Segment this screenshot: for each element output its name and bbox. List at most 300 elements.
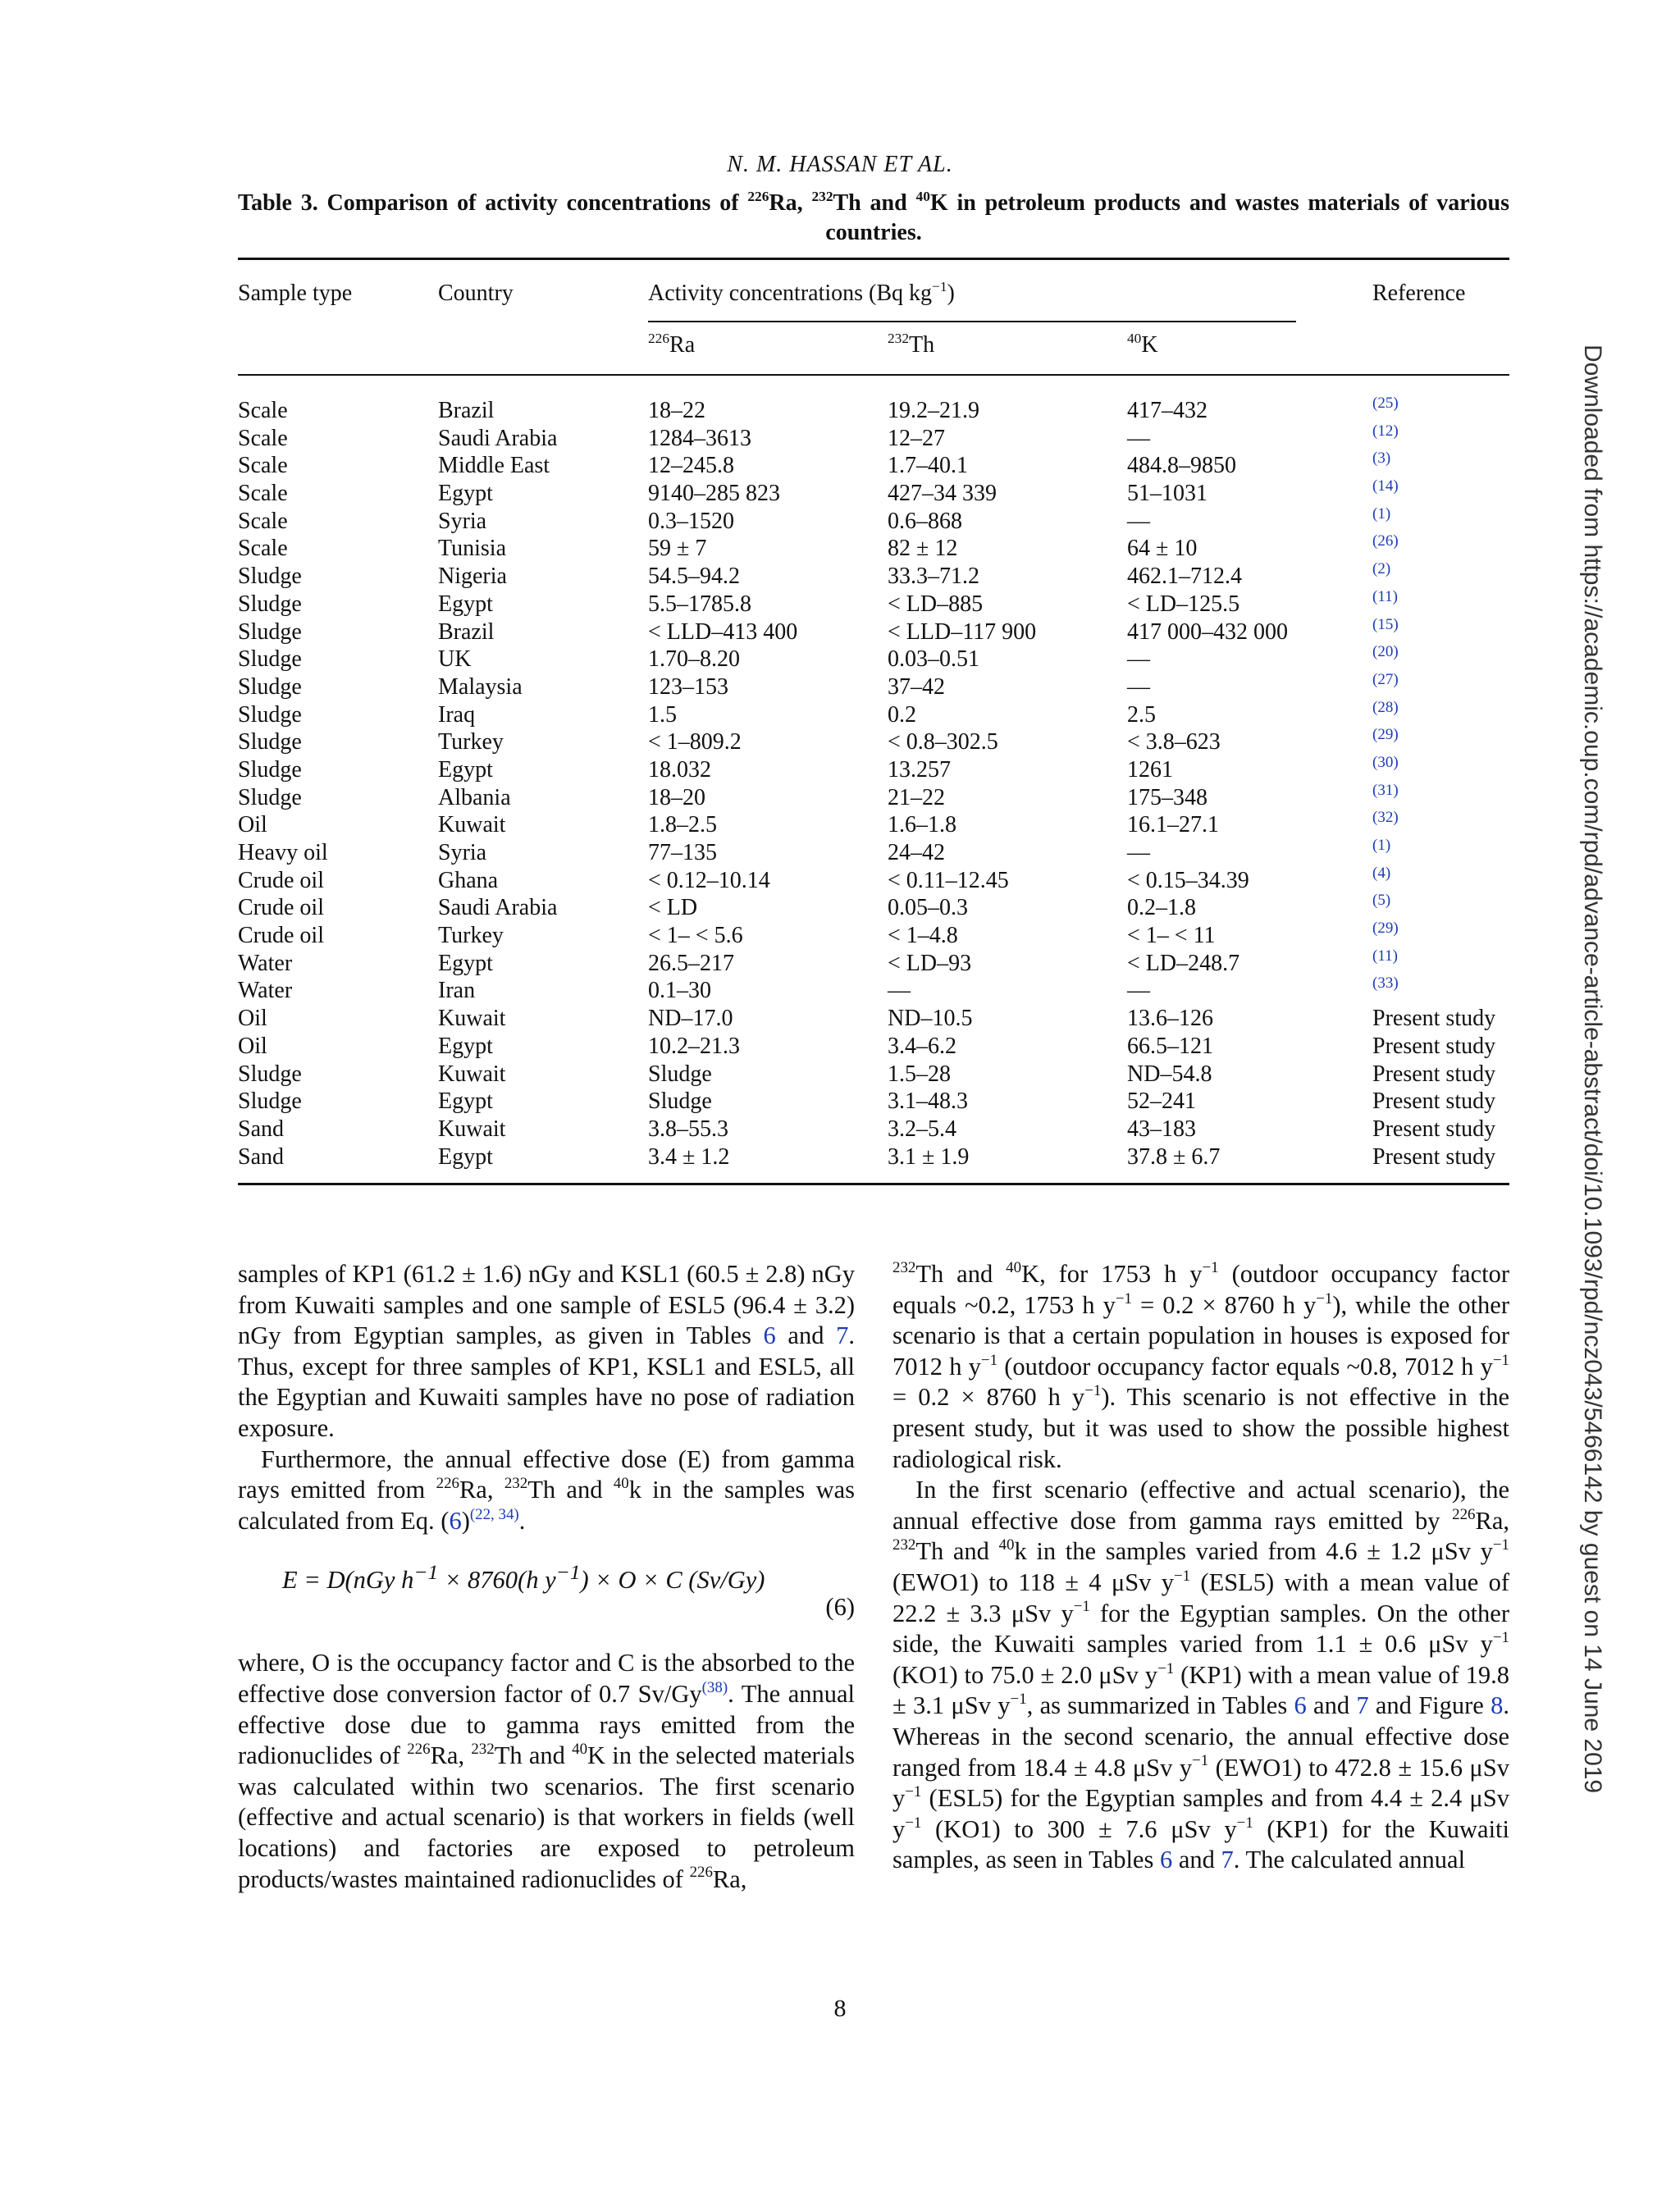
superscript: −1	[1236, 1814, 1253, 1832]
cell-sample-type: Sludge	[238, 784, 302, 810]
cell-sample-type: Sludge	[238, 729, 302, 755]
cell-sample-type: Sludge	[238, 701, 302, 728]
table-row	[238, 864, 1509, 895]
superscript: 40	[998, 1536, 1015, 1554]
cell-th232: 13.257	[888, 756, 951, 783]
table-body	[238, 397, 1509, 1171]
table-row	[238, 1116, 1509, 1143]
cell-sample-type: Sand	[238, 1116, 284, 1142]
cell-sample-type: Oil	[238, 812, 267, 838]
cell-ra226: 1.8–2.5	[648, 812, 717, 838]
cell-sample-type: Sludge	[238, 1088, 302, 1115]
cell-country: Brazil	[438, 398, 495, 423]
cell-k40: 16.1–27.1	[1127, 812, 1219, 838]
cell-th232: < LD–93	[888, 950, 972, 976]
cell-sample-type: Heavy oil	[238, 840, 328, 865]
cell-sample-type: Sludge	[238, 756, 302, 783]
activity-group-rule	[648, 321, 1296, 322]
cell-sample-type: Scale	[238, 398, 288, 423]
cell-k40: 52–241	[1127, 1088, 1196, 1115]
cell-sample-type: Sludge	[238, 646, 302, 673]
cell-ra226: 3.4 ± 1.2	[648, 1143, 730, 1170]
cell-ra226: 1.70–8.20	[648, 646, 740, 673]
cell-sample-type: Crude oil	[238, 867, 324, 893]
cell-country: Kuwait	[438, 1006, 506, 1032]
text-run: where, O is the occupancy factor and C is the absorbed to the effective dose conversion factor of 0.7 Sv/Gy	[238, 1649, 855, 1708]
superscript: −1	[555, 1561, 581, 1585]
text-run: Ra,	[459, 1476, 504, 1504]
cell-country: Saudi Arabia	[438, 425, 558, 451]
superscript: −1	[905, 1783, 922, 1800]
cell-ra226: 12–245.8	[648, 453, 734, 479]
reference-link[interactable]: (1)	[1372, 504, 1391, 523]
cell-reference: Present study	[1372, 1116, 1496, 1142]
cell-th232: —	[888, 978, 911, 1004]
citation-link[interactable]: (38)	[701, 1678, 728, 1696]
text-run: × 8760(h y	[438, 1566, 556, 1595]
text-run: . The calculated annual	[1233, 1846, 1466, 1874]
text-run: (ESL5) for the Egyptian samples and from 4.4 ± 2.4 μSv y	[892, 1784, 1509, 1843]
cell-sample-type: Scale	[238, 481, 288, 507]
cell-k40: 37.8 ± 6.7	[1127, 1143, 1221, 1170]
cell-k40: < LD–248.7	[1127, 950, 1240, 976]
superscript: 226	[1452, 1505, 1476, 1523]
header-country: Country	[438, 281, 514, 306]
cell-k40: 64 ± 10	[1127, 536, 1198, 562]
text-run: ) × O × C (Sv/Gy)	[580, 1566, 765, 1595]
cross-reference-link[interactable]: 6	[1159, 1846, 1173, 1874]
cell-country: Saudi Arabia	[438, 895, 558, 921]
superscript: 40	[1006, 1258, 1022, 1276]
cell-th232: 3.4–6.2	[888, 1033, 956, 1059]
cell-k40: 51–1031	[1127, 481, 1208, 507]
table-row	[238, 643, 1509, 673]
page-number: 8	[833, 1995, 847, 2022]
cell-k40: < 1– < 11	[1127, 923, 1216, 949]
cell-country: Egypt	[438, 950, 493, 976]
superscript: −1	[1202, 1258, 1219, 1276]
text-run: (EWO1) to 118 ± 4 μSv y	[892, 1568, 1174, 1596]
reference-link[interactable]: (29)	[1372, 726, 1399, 744]
equation-number: (6)	[825, 1593, 855, 1622]
superscript: 232	[471, 1741, 495, 1759]
reference-link[interactable]: (5)	[1372, 892, 1391, 910]
text-run: Ra,	[430, 1741, 472, 1770]
header-activity: Activity concentrations (Bq $kg^{-1}$)	[648, 278, 955, 306]
cell-k40: 484.8–9850	[1127, 453, 1236, 479]
text-run: . The annual effective dose due to gamma rays emitted from the radionuclides of	[238, 1679, 855, 1770]
cell-th232: 21–22	[888, 784, 945, 810]
reference-link[interactable]: (25)	[1372, 395, 1399, 412]
cell-th232: ND–10.5	[888, 1006, 973, 1032]
reference-link[interactable]: (1)	[1372, 837, 1391, 854]
cell-ra226: 18–20	[648, 784, 705, 810]
cross-reference-link[interactable]: 6	[1294, 1691, 1307, 1720]
superscript: −1	[413, 1561, 439, 1585]
cell-th232: 427–34 339	[888, 481, 997, 507]
superscript: −1	[1492, 1351, 1509, 1369]
superscript: −1	[1157, 1659, 1175, 1677]
cell-reference: Present study	[1372, 1088, 1496, 1115]
text-run: and	[1172, 1846, 1221, 1874]
cross-reference-link[interactable]: 7	[1356, 1691, 1369, 1720]
cell-reference: Present study	[1372, 1061, 1496, 1087]
cell-k40: 66.5–121	[1127, 1033, 1213, 1059]
table-row	[238, 1061, 1509, 1088]
text-run: (ESL5) with a mean value of 22.2 ± 3.3 μSv y	[892, 1568, 1509, 1627]
text-run: Th and	[915, 1260, 1007, 1288]
text-run: (outdoor occupancy factor equals ~0.8, 7012 h y	[998, 1352, 1493, 1381]
cell-reference: Present study	[1372, 1006, 1496, 1032]
cell-k40: —	[1127, 673, 1150, 700]
superscript: −1	[905, 1814, 922, 1832]
superscript: 226	[436, 1475, 459, 1493]
table-row	[238, 452, 1509, 480]
cell-th232: 37–42	[888, 673, 945, 700]
table-row	[238, 615, 1509, 646]
cell-country: Turkey	[438, 923, 504, 949]
table-row	[238, 839, 1509, 867]
right-column	[892, 1259, 1509, 1876]
cell-country: Syria	[438, 508, 487, 534]
cell-country: UK	[438, 646, 472, 673]
superscript: −1	[1173, 1567, 1191, 1585]
text-run: (EWO1) to 472.8 ± 15.6 μSv y	[892, 1753, 1509, 1813]
cell-ra226: 26.5–217	[648, 950, 734, 976]
right-paragraph-1	[892, 1259, 1509, 1475]
superscript: 232	[892, 1258, 916, 1276]
cell-th232: < 0.11–12.45	[888, 867, 1009, 893]
superscript: −1	[980, 1351, 998, 1369]
cell-th232: 0.03–0.51	[888, 646, 979, 673]
cell-country: Egypt	[438, 591, 493, 617]
left-paragraph-1	[238, 1259, 855, 1444]
cell-k40: —	[1127, 840, 1150, 865]
cell-k40: < 0.15–34.39	[1127, 867, 1249, 893]
table-row	[238, 477, 1509, 508]
table-row	[238, 781, 1509, 812]
cross-reference-link[interactable]: 7	[1221, 1846, 1234, 1874]
text-run: Furthermore, the annual effective dose (E) from gamma rays emitted from	[238, 1444, 855, 1504]
reference-link[interactable]: (33)	[1372, 974, 1399, 993]
table-row	[238, 1033, 1509, 1061]
reference-link[interactable]: (11)	[1372, 947, 1398, 965]
cell-th232: 19.2–21.9	[888, 398, 979, 423]
text-run: Ra,	[1475, 1506, 1509, 1535]
cell-k40: 417 000–432 000	[1127, 618, 1288, 645]
text-run: (KP1) with a mean value of 19.8 ± 3.1 μSv y	[892, 1660, 1509, 1720]
table-row	[238, 698, 1509, 729]
superscript: 40	[572, 1741, 588, 1759]
cross-reference-link[interactable]: 6	[763, 1321, 776, 1350]
superscript: −1	[1316, 1289, 1333, 1307]
superscript: 226	[689, 1864, 713, 1882]
text-run: . Whereas in the second scenario, the annual effective dose ranged from 18.4 ± 4.8 μSv y	[892, 1691, 1509, 1782]
table-row	[238, 670, 1509, 701]
cell-k40: 1261	[1127, 756, 1173, 783]
superscript: −1	[1492, 1629, 1509, 1647]
cell-sample-type: Water	[238, 978, 293, 1004]
cell-country: Iraq	[438, 701, 476, 728]
header-ra226: $^{226}$Ra	[648, 330, 696, 358]
superscript: 232	[504, 1475, 528, 1493]
text-run: (outdoor occupancy factor equals ~0.2, 1753 h y	[892, 1260, 1509, 1319]
cell-k40: —	[1127, 425, 1150, 451]
text-run: K, for 1753 h y	[1021, 1260, 1203, 1288]
text-run: K in the selected materials was calculated within two scenarios. The first scenario (effective and actual scenario) is that workers in fields (well locations) and factories are exposed to petroleum products/wastes maintained radionuclides of	[238, 1741, 856, 1893]
cell-k40: —	[1127, 978, 1150, 1004]
cell-ra226: 1284–3613	[648, 425, 751, 451]
cell-th232: 0.05–0.3	[888, 895, 968, 921]
cell-country: Egypt	[438, 756, 493, 783]
text-run: )	[461, 1506, 470, 1535]
cell-country: Syria	[438, 840, 487, 865]
reference-link[interactable]: (3)	[1372, 450, 1391, 468]
cell-country: Tunisia	[438, 536, 507, 562]
cell-sample-type: Sand	[238, 1143, 284, 1170]
text-run: = 0.2 × 8760 h y	[892, 1383, 1085, 1412]
download-stamp: Downloaded from https://academic.oup.com/rpd/advance-article-abstract/doi/10.1093/rpd/ncz043/5466142 by guest on 14 June 2019	[1579, 345, 1606, 1794]
reference-link[interactable]: (28)	[1372, 698, 1399, 716]
text-run: (KO1) to 75.0 ± 2.0 μSv y	[892, 1660, 1158, 1689]
header-th232: $^{232}$Th	[888, 330, 935, 358]
text-run: In the first scenario (effective and actual scenario), the annual effective dose from gamma rays emitted by	[892, 1476, 1509, 1535]
superscript: −1	[1115, 1289, 1132, 1307]
cell-country: Malaysia	[438, 673, 523, 700]
table-row	[238, 397, 1509, 425]
cell-k40: ND–54.8	[1127, 1061, 1212, 1087]
cell-ra226: Sludge	[648, 1061, 712, 1087]
table-row	[238, 587, 1509, 618]
cell-country: Kuwait	[438, 1061, 506, 1087]
table-row	[238, 1005, 1509, 1033]
cell-sample-type: Scale	[238, 536, 288, 562]
cell-country: Middle East	[438, 453, 550, 479]
reference-link[interactable]: (31)	[1372, 781, 1399, 799]
cell-country: Kuwait	[438, 1116, 506, 1142]
header-reference: Reference	[1372, 281, 1466, 306]
superscript: 40	[613, 1475, 629, 1493]
reference-link[interactable]: (29)	[1372, 920, 1399, 938]
cell-country: Ghana	[438, 867, 499, 893]
cell-ra226: 5.5–1785.8	[648, 591, 751, 617]
cell-country: Kuwait	[438, 812, 506, 838]
cell-country: Albania	[438, 784, 511, 810]
cell-ra226: 18–22	[648, 398, 705, 423]
text-run: and	[775, 1321, 837, 1350]
text-run: = 0.2 × 8760 h y	[1131, 1290, 1317, 1319]
cell-sample-type: Sludge	[238, 564, 302, 590]
table-caption: Table 3. Comparison of activity concentrations of $^{226}$Ra, $^{232}$Th and $^{40}$K in petroleum products and wastes materials of various countries.	[238, 188, 1509, 245]
cell-ra226: 10.2–21.3	[648, 1033, 740, 1059]
cell-country: Turkey	[438, 729, 504, 755]
cell-country: Iran	[438, 978, 476, 1004]
cell-sample-type: Scale	[238, 425, 288, 451]
cell-ra226: 1.5	[648, 701, 677, 728]
reference-link[interactable]: (4)	[1372, 864, 1391, 882]
table-row	[238, 422, 1509, 453]
text-run: samples of KP1 (61.2 ± 1.6) nGy and KSL1 (60.5 ± 2.8) nGy from Kuwaiti samples and one sample of ESL5 (96.4 ± 3.2) nGy from Egyptian samples, as given in Tables	[238, 1260, 855, 1350]
reference-link[interactable]: (20)	[1372, 643, 1399, 661]
cell-k40: 417–432	[1127, 398, 1208, 423]
table-row	[238, 532, 1509, 563]
cell-ra226: 123–153	[648, 673, 728, 700]
cell-sample-type: Oil	[238, 1006, 267, 1032]
cell-k40: 175–348	[1127, 784, 1208, 810]
running-head: N. M. HASSAN ET AL.	[727, 152, 953, 177]
text-run: ). This scenario is not effective in the present study, but it was used to show the possible highest radiological risk.	[892, 1383, 1510, 1473]
table-row	[238, 894, 1509, 922]
cell-k40: —	[1127, 646, 1150, 673]
cell-sample-type: Water	[238, 950, 293, 976]
text-run: (KO1) to 300 ± 7.6 μSv y	[921, 1814, 1237, 1843]
cross-reference-link[interactable]: 6	[449, 1506, 462, 1535]
superscript: −1	[1084, 1382, 1102, 1400]
cell-reference: Present study	[1372, 1143, 1496, 1170]
cell-sample-type: Sludge	[238, 591, 302, 617]
cell-th232: 82 ± 12	[888, 536, 958, 562]
cross-reference-link[interactable]: 8	[1491, 1691, 1504, 1720]
cell-country: Egypt	[438, 1033, 493, 1059]
reference-link[interactable]: (2)	[1372, 560, 1391, 578]
cell-k40: 462.1–712.4	[1127, 564, 1242, 590]
table-row	[238, 753, 1509, 784]
cell-sample-type: Sludge	[238, 1061, 302, 1087]
left-paragraph-3	[238, 1648, 855, 1895]
cell-k40: 13.6–126	[1127, 1006, 1213, 1032]
reference-link[interactable]: (26)	[1372, 532, 1399, 550]
table-row	[238, 504, 1509, 536]
text-run: ), while the other scenario is that a certain population in houses is exposed for 7012 h y	[892, 1290, 1509, 1381]
cell-k40: 0.2–1.8	[1127, 895, 1196, 921]
text-run: .	[518, 1506, 526, 1535]
cell-country: Brazil	[438, 618, 495, 645]
equation-6	[238, 1536, 855, 1628]
reference-link[interactable]: (32)	[1372, 809, 1399, 827]
superscript: −1	[1010, 1691, 1027, 1709]
reference-link[interactable]: (30)	[1372, 753, 1399, 771]
cell-ra226: < 1– < 5.6	[648, 923, 743, 949]
table-row	[238, 1088, 1509, 1116]
text-run: and	[1306, 1691, 1357, 1720]
reference-link[interactable]: (11)	[1372, 587, 1398, 605]
text-run: E = D(nGy h	[282, 1566, 414, 1595]
superscript: 232	[892, 1536, 916, 1554]
cell-th232: 1.5–28	[888, 1061, 951, 1087]
text-run: and Figure	[1368, 1691, 1491, 1720]
cell-ra226: 18.032	[648, 756, 711, 783]
cell-sample-type: Scale	[238, 453, 288, 479]
cell-ra226: < LLD–413 400	[648, 618, 798, 645]
cell-ra226: Sludge	[648, 1088, 712, 1115]
cell-th232: < LLD–117 900	[888, 618, 1037, 645]
cell-th232: 1.7–40.1	[888, 453, 968, 479]
cell-th232: 24–42	[888, 840, 945, 865]
text-run: Th and	[494, 1741, 573, 1770]
cell-th232: < LD–885	[888, 591, 984, 617]
table-row	[238, 811, 1509, 839]
cell-k40: < 3.8–623	[1127, 729, 1221, 755]
cell-th232: < 1–4.8	[888, 923, 958, 949]
left-column	[238, 1259, 855, 1895]
cell-ra226: 54.5–94.2	[648, 564, 740, 590]
cell-th232: < 0.8–302.5	[888, 729, 998, 755]
cell-sample-type: Oil	[238, 1033, 267, 1059]
cell-ra226: 9140–285 823	[648, 481, 780, 507]
cell-sample-type: Sludge	[238, 618, 302, 645]
text-run: k in the samples varied from 4.6 ± 1.2 μSv y	[1014, 1537, 1493, 1566]
cell-sample-type: Crude oil	[238, 923, 324, 949]
text-run: Ra,	[712, 1864, 747, 1893]
cell-th232: 3.1 ± 1.9	[888, 1143, 970, 1170]
cell-ra226: 0.3–1520	[648, 508, 734, 534]
cell-reference: Present study	[1372, 1033, 1496, 1059]
cell-country: Egypt	[438, 1088, 493, 1115]
header-k40: $^{40}$K	[1127, 330, 1158, 358]
cell-ra226: 59 ± 7	[648, 536, 707, 562]
table-row	[238, 974, 1509, 1005]
table-bottom-rule	[238, 1183, 1509, 1185]
cell-sample-type: Sludge	[238, 673, 302, 700]
cell-ra226: < 1–809.2	[648, 729, 742, 755]
cell-ra226: < LD	[648, 895, 698, 921]
cell-k40: 43–183	[1127, 1116, 1196, 1142]
equation-body	[282, 1558, 765, 1596]
cell-th232: 3.1–48.3	[888, 1088, 968, 1115]
cell-country: Egypt	[438, 481, 493, 507]
superscript: −1	[1192, 1752, 1209, 1770]
cell-th232: 0.6–868	[888, 508, 962, 534]
cell-ra226: 3.8–55.3	[648, 1116, 728, 1142]
table-row	[238, 1143, 1509, 1171]
reference-link[interactable]: (12)	[1372, 422, 1399, 440]
cross-reference-link[interactable]: 7	[836, 1321, 849, 1350]
table-row	[238, 922, 1509, 950]
cell-th232: 3.2–5.4	[888, 1116, 956, 1142]
cell-sample-type: Crude oil	[238, 895, 324, 921]
reference-link[interactable]: (14)	[1372, 477, 1399, 495]
superscript: −1	[1073, 1598, 1090, 1616]
cell-country: Egypt	[438, 1143, 493, 1170]
text-run: , as summarized in Tables	[1026, 1691, 1294, 1720]
superscript: 226	[407, 1741, 431, 1759]
header-sample-type: Sample type	[238, 281, 353, 306]
table-row	[238, 947, 1509, 978]
right-paragraph-2	[892, 1475, 1509, 1876]
cell-ra226: < 0.12–10.14	[648, 867, 770, 893]
table-header-rule	[238, 374, 1509, 376]
cell-k40: —	[1127, 508, 1150, 534]
table-row	[238, 728, 1509, 756]
reference-link[interactable]: (15)	[1372, 615, 1399, 633]
cell-country: Nigeria	[438, 564, 507, 590]
text-run: Th and	[527, 1476, 614, 1504]
cell-th232: 12–27	[888, 425, 945, 451]
text-run: for the Egyptian samples. On the other side, the Kuwaiti samples varied from 1.1 ± 0.6 μSv y	[892, 1599, 1509, 1659]
text-run: (KP1) for the Kuwaiti samples, as seen in Tables	[892, 1814, 1509, 1874]
cell-k40: < LD–125.5	[1127, 591, 1240, 617]
citation-link[interactable]: (22, 34)	[469, 1505, 519, 1523]
table-row	[238, 560, 1509, 591]
cell-th232: 0.2	[888, 701, 916, 728]
cell-th232: 1.6–1.8	[888, 812, 956, 838]
text-run: . Thus, except for three samples of KP1, KSL1 and ESL5, all the Egyptian and Kuwaiti samples have no pose of radiation exposure.	[238, 1321, 855, 1442]
cell-ra226: ND–17.0	[648, 1006, 733, 1032]
reference-link[interactable]: (27)	[1372, 670, 1399, 688]
cell-th232: 33.3–71.2	[888, 564, 979, 590]
cell-ra226: 0.1–30	[648, 978, 711, 1004]
text-run: k in the samples was calculated from Eq. (	[238, 1476, 856, 1535]
